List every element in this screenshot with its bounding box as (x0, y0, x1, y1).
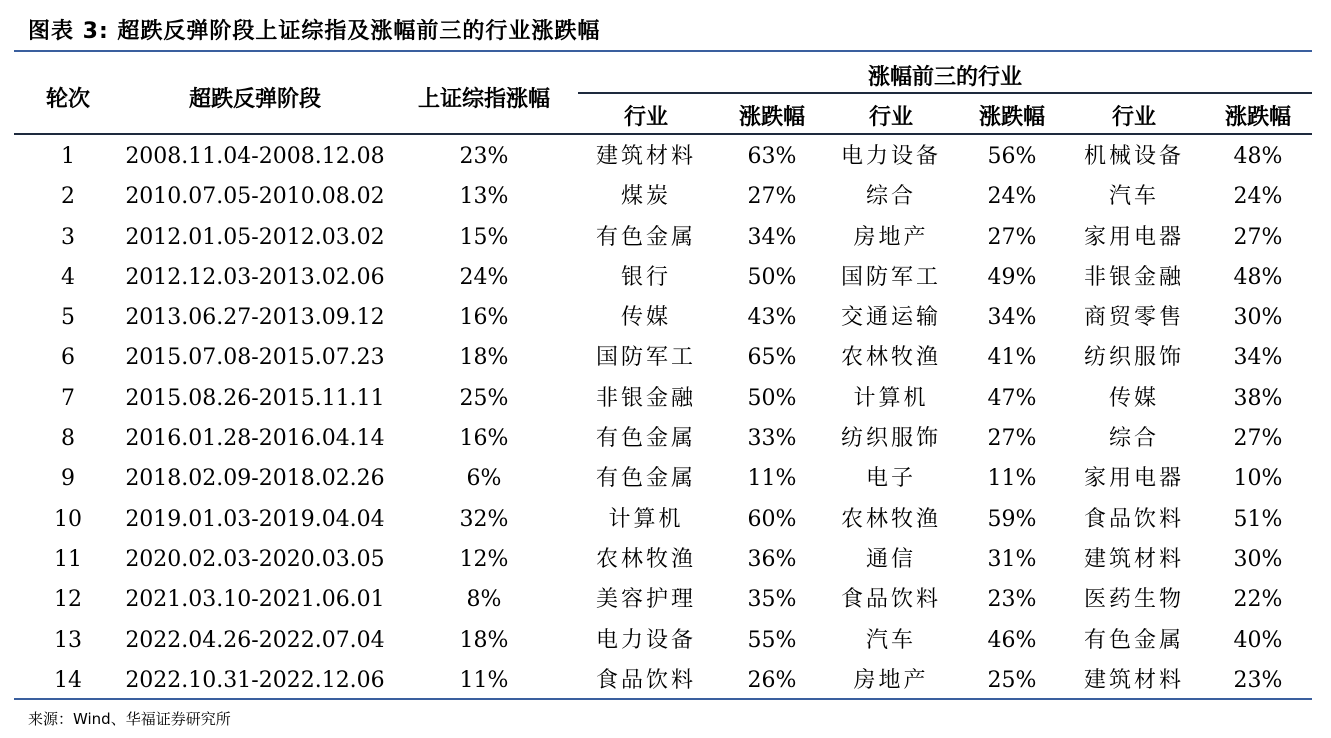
header-industry-3: 行业 (1111, 105, 1156, 130)
change-3-cell: 51% (1233, 506, 1283, 532)
industry-1-cell: 农林牧渔 (595, 546, 696, 572)
change-2-cell: 27% (987, 426, 1037, 452)
industry-3-cell: 传媒 (1108, 385, 1159, 411)
industry-2-cell: 电子 (865, 466, 916, 492)
industry-1-cell: 国防军工 (595, 345, 696, 371)
round-cell: 9 (61, 466, 75, 492)
industry-3-cell: 家用电器 (1083, 224, 1184, 250)
period-cell: 2022.04.26-2022.07.04 (125, 627, 385, 653)
industry-1-cell: 非银金融 (595, 385, 696, 411)
industry-2-cell: 综合 (865, 184, 916, 210)
change-2-cell: 31% (987, 546, 1037, 572)
industry-1-cell: 食品饮料 (595, 667, 696, 693)
index-change-cell: 25% (459, 385, 509, 411)
round-cell: 8 (61, 426, 75, 452)
industry-1-cell: 有色金属 (595, 426, 696, 452)
header-change-2: 涨跌幅 (978, 105, 1045, 130)
period-cell: 2022.10.31-2022.12.06 (125, 667, 385, 693)
change-3-cell: 34% (1233, 345, 1283, 371)
index-change-cell: 15% (459, 224, 509, 250)
round-cell: 6 (61, 345, 75, 371)
change-1-cell: 36% (747, 546, 797, 572)
change-1-cell: 27% (747, 184, 797, 210)
table-row (0, 459, 1331, 499)
change-1-cell: 50% (747, 264, 797, 290)
index-change-cell: 11% (459, 667, 509, 693)
header-round: 轮次 (45, 87, 90, 112)
period-cell: 2013.06.27-2013.09.12 (125, 305, 385, 331)
change-2-cell: 23% (987, 587, 1037, 613)
industry-1-cell: 有色金属 (595, 224, 696, 250)
index-change-cell: 16% (459, 305, 509, 331)
industry-1-cell: 有色金属 (595, 466, 696, 492)
table-row (0, 540, 1331, 580)
industry-2-cell: 汽车 (865, 627, 916, 653)
index-change-cell: 8% (466, 587, 502, 613)
industry-2-cell: 食品饮料 (840, 587, 941, 613)
change-2-cell: 25% (987, 667, 1037, 693)
industry-2-cell: 房地产 (853, 667, 929, 693)
index-change-cell: 18% (459, 345, 509, 371)
change-2-cell: 49% (987, 264, 1037, 290)
round-cell: 5 (61, 305, 75, 331)
industry-3-cell: 家用电器 (1083, 466, 1184, 492)
header-index-change: 上证综指涨幅 (417, 87, 550, 112)
table-row (0, 218, 1331, 258)
header-change-1: 涨跌幅 (738, 105, 805, 130)
industry-1-cell: 煤炭 (620, 184, 671, 210)
round-cell: 13 (54, 627, 82, 653)
industry-1-cell: 美容护理 (595, 587, 696, 613)
industry-3-cell: 商贸零售 (1083, 305, 1184, 331)
period-cell: 2016.01.28-2016.04.14 (125, 426, 385, 452)
industry-2-cell: 通信 (865, 546, 916, 572)
source-note: 来源：Wind、华福证券研究所 (28, 710, 231, 728)
table-row (0, 580, 1331, 620)
change-1-cell: 63% (747, 144, 797, 169)
change-3-cell: 24% (1233, 184, 1283, 210)
change-1-cell: 43% (747, 305, 797, 331)
industry-2-cell: 交通运输 (840, 305, 941, 331)
header-period: 超跌反弹阶段 (188, 87, 321, 112)
period-cell: 2020.02.03-2020.03.05 (125, 546, 385, 572)
header-top3-group: 涨幅前三的行业 (867, 65, 1022, 90)
table-row (0, 661, 1331, 701)
table-body (0, 137, 1331, 701)
period-cell: 2010.07.05-2010.08.02 (125, 184, 385, 210)
industry-2-cell: 电力设备 (840, 144, 941, 169)
table-row (0, 621, 1331, 661)
table-row (0, 500, 1331, 540)
index-change-cell: 18% (459, 627, 509, 653)
industry-3-cell: 综合 (1108, 426, 1159, 452)
industry-3-cell: 机械设备 (1083, 144, 1184, 169)
index-change-cell: 16% (459, 426, 509, 452)
industry-3-cell: 建筑材料 (1083, 546, 1184, 572)
table-row (0, 298, 1331, 338)
change-2-cell: 56% (987, 144, 1037, 169)
index-change-cell: 24% (459, 264, 509, 290)
industry-1-cell: 银行 (620, 264, 671, 290)
table-row (0, 338, 1331, 378)
industry-1-cell: 建筑材料 (595, 144, 696, 169)
table-row (0, 419, 1331, 459)
index-change-cell: 12% (459, 546, 509, 572)
industry-2-cell: 房地产 (853, 224, 929, 250)
change-3-cell: 30% (1233, 305, 1283, 331)
change-3-cell: 27% (1233, 426, 1283, 452)
table-row (0, 137, 1331, 177)
industry-1-cell: 传媒 (620, 305, 671, 331)
change-3-cell: 30% (1233, 546, 1283, 572)
header-industry-1: 行业 (623, 105, 668, 130)
index-change-cell: 32% (459, 506, 509, 532)
change-1-cell: 35% (747, 587, 797, 613)
round-cell: 4 (61, 264, 75, 290)
change-2-cell: 59% (987, 506, 1037, 532)
industry-3-cell: 建筑材料 (1083, 667, 1184, 693)
change-2-cell: 46% (987, 627, 1037, 653)
change-3-cell: 48% (1233, 264, 1283, 290)
change-2-cell: 47% (987, 385, 1037, 411)
industry-3-cell: 汽车 (1108, 184, 1159, 210)
period-cell: 2015.07.08-2015.07.23 (125, 345, 385, 371)
table-title: 图表 3: 超跌反弹阶段上证综指及涨幅前三的行业涨跌幅 (28, 19, 601, 44)
change-1-cell: 26% (747, 667, 797, 693)
change-3-cell: 27% (1233, 224, 1283, 250)
industry-3-cell: 有色金属 (1083, 627, 1184, 653)
change-1-cell: 65% (747, 345, 797, 371)
period-cell: 2015.08.26-2015.11.11 (125, 385, 385, 411)
change-3-cell: 10% (1233, 466, 1283, 492)
industry-1-cell: 电力设备 (595, 627, 696, 653)
period-cell: 2021.03.10-2021.06.01 (125, 587, 385, 613)
change-3-cell: 38% (1233, 385, 1283, 411)
header-industry-2: 行业 (868, 105, 913, 130)
round-cell: 11 (54, 546, 82, 572)
period-cell: 2018.02.09-2018.02.26 (125, 466, 385, 492)
change-1-cell: 50% (747, 385, 797, 411)
change-1-cell: 33% (747, 426, 797, 452)
period-cell: 2008.11.04-2008.12.08 (125, 144, 385, 169)
round-cell: 12 (54, 587, 82, 613)
round-cell: 1 (61, 144, 75, 169)
change-3-cell: 23% (1233, 667, 1283, 693)
period-cell: 2012.12.03-2013.02.06 (125, 264, 385, 290)
table-row (0, 379, 1331, 419)
industry-2-cell: 农林牧渔 (840, 506, 941, 532)
table-row (0, 258, 1331, 298)
industry-2-cell: 计算机 (853, 385, 929, 411)
period-cell: 2019.01.03-2019.04.04 (125, 506, 385, 532)
industry-3-cell: 非银金融 (1083, 264, 1184, 290)
change-1-cell: 11% (747, 466, 797, 492)
industry-2-cell: 农林牧渔 (840, 345, 941, 371)
table-row (0, 177, 1331, 217)
change-1-cell: 34% (747, 224, 797, 250)
period-cell: 2012.01.05-2012.03.02 (125, 224, 385, 250)
round-cell: 10 (54, 506, 82, 532)
change-2-cell: 34% (987, 305, 1037, 331)
industry-2-cell: 国防军工 (840, 264, 941, 290)
change-3-cell: 48% (1233, 144, 1283, 169)
round-cell: 2 (61, 184, 75, 210)
industry-1-cell: 计算机 (608, 506, 684, 532)
header-bottom-rule (14, 133, 1312, 135)
top-rule (14, 50, 1312, 52)
bottom-rule (14, 698, 1312, 700)
change-2-cell: 11% (987, 466, 1037, 492)
group-header-rule (578, 92, 1312, 94)
change-2-cell: 24% (987, 184, 1037, 210)
round-cell: 3 (61, 224, 75, 250)
round-cell: 7 (61, 385, 75, 411)
change-3-cell: 22% (1233, 587, 1283, 613)
change-1-cell: 60% (747, 506, 797, 532)
industry-2-cell: 纺织服饰 (840, 426, 941, 452)
industry-3-cell: 纺织服饰 (1083, 345, 1184, 371)
round-cell: 14 (54, 667, 82, 693)
change-2-cell: 41% (987, 345, 1037, 371)
index-change-cell: 13% (459, 184, 509, 210)
change-3-cell: 40% (1233, 627, 1283, 653)
industry-3-cell: 医药生物 (1083, 587, 1184, 613)
index-change-cell: 6% (466, 466, 502, 492)
header-change-3: 涨跌幅 (1224, 105, 1291, 130)
change-2-cell: 27% (987, 224, 1037, 250)
index-change-cell: 23% (459, 144, 509, 169)
industry-3-cell: 食品饮料 (1083, 506, 1184, 532)
change-1-cell: 55% (747, 627, 797, 653)
